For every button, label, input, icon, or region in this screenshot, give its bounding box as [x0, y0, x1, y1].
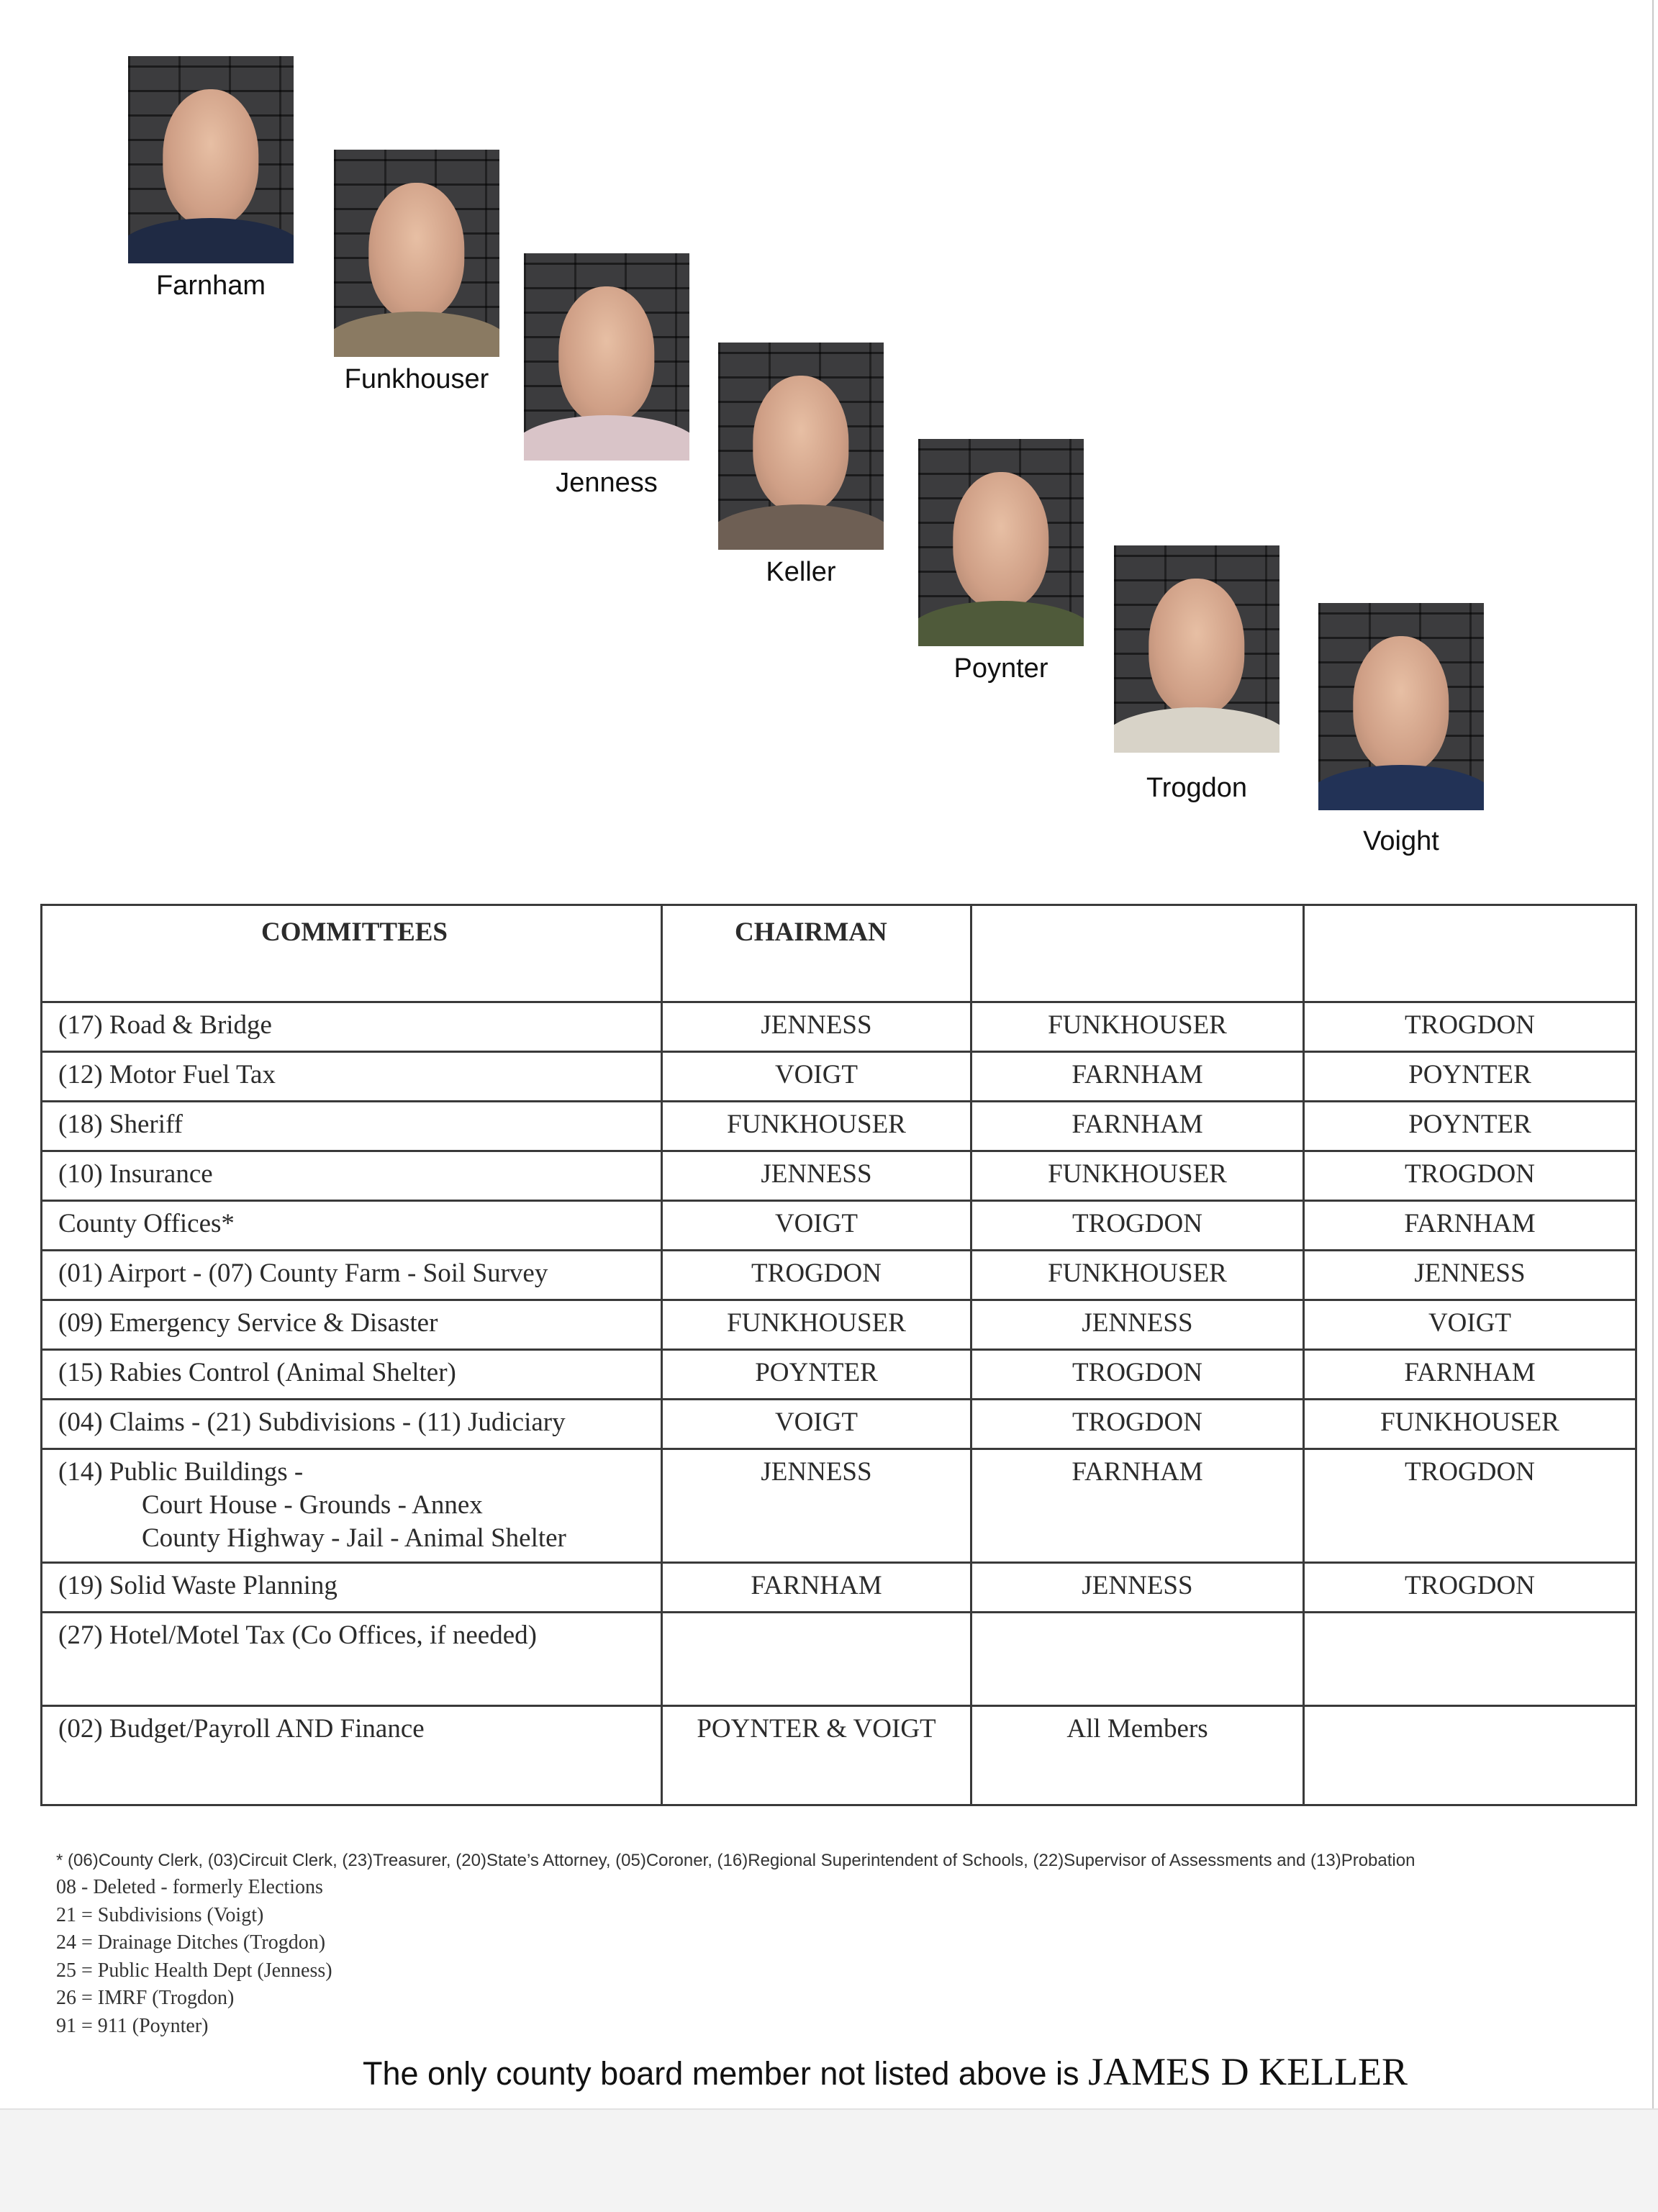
- member-name: Farnham: [155, 271, 266, 301]
- member-cell: JENNESS: [1304, 1251, 1636, 1300]
- member-cell: [971, 1613, 1304, 1706]
- chairman-cell: [662, 1613, 971, 1706]
- footnote-county-offices: * (06)County Clerk, (03)Circuit Clerk, (23)Treasurer, (20)State’s Attorney, (05)Coroner, (16)Regional Superintendent of Schools, (22)Supervisor of Assessments and (13)Probation: [56, 1851, 1415, 1870]
- table-row: [42, 1613, 1636, 1706]
- member-name: Poynter: [953, 653, 1048, 684]
- header-chairman: CHAIRMAN: [662, 905, 971, 1002]
- member-photo: [918, 439, 1084, 646]
- note-line: 26 = IMRF (Trogdon): [56, 1987, 235, 2009]
- shirt-shape: [1114, 707, 1279, 753]
- chairman-cell: JENNESS: [662, 1151, 971, 1201]
- chairman-cell: TROGDON: [662, 1251, 971, 1300]
- face-shape: [163, 89, 258, 226]
- face-shape: [558, 286, 654, 423]
- table-row: [42, 1350, 1636, 1400]
- chairman-cell: JENNESS: [662, 1449, 971, 1563]
- member-cell: All Members: [971, 1706, 1304, 1805]
- committee-cell: (15) Rabies Control (Animal Shelter): [42, 1350, 662, 1400]
- footer-statement: [363, 2049, 1408, 2094]
- member-cell: VOIGT: [1304, 1300, 1636, 1350]
- face-shape: [953, 472, 1048, 609]
- table-row: [42, 1002, 1636, 1052]
- shirt-shape: [128, 218, 294, 263]
- committee-table: [40, 904, 1637, 1806]
- member-cell: FARNHAM: [971, 1449, 1304, 1563]
- note-line: 24 = Drainage Ditches (Trogdon): [56, 1931, 326, 1954]
- member-cell: TROGDON: [1304, 1002, 1636, 1052]
- note-line: 08 - Deleted - formerly Elections: [56, 1876, 323, 1898]
- header-member-2: [971, 905, 1304, 1002]
- member-cell: POYNTER: [1304, 1052, 1636, 1102]
- member-cell: TROGDON: [1304, 1449, 1636, 1563]
- chairman-cell: FUNKHOUSER: [662, 1102, 971, 1151]
- member-name: Trogdon: [1146, 773, 1248, 803]
- table-row: [42, 1400, 1636, 1449]
- table-row: [42, 1052, 1636, 1102]
- table-row: [42, 1151, 1636, 1201]
- notes-section: [56, 1848, 1415, 2040]
- committee-cell: (19) Solid Waste Planning: [42, 1563, 662, 1613]
- member-photo: [718, 343, 884, 550]
- member-name: Jenness: [556, 468, 658, 498]
- chairman-cell: POYNTER & VOIGT: [662, 1706, 971, 1805]
- note-line: 21 = Subdivisions (Voigt): [56, 1903, 264, 1926]
- member-cell: TROGDON: [971, 1201, 1304, 1251]
- member-cell: FARNHAM: [1304, 1201, 1636, 1251]
- member-photo: [1114, 545, 1279, 753]
- member-cell: POYNTER: [1304, 1102, 1636, 1151]
- header-committees: COMMITTEES: [42, 905, 662, 1002]
- member-photo: [524, 253, 689, 461]
- member-name: Keller: [766, 557, 836, 587]
- member-photo: [1318, 603, 1484, 810]
- face-shape: [1149, 579, 1244, 715]
- shirt-shape: [718, 504, 884, 550]
- committee-cell: (12) Motor Fuel Tax: [42, 1052, 662, 1102]
- member-name: Funkhouser: [344, 364, 489, 394]
- member-cell: JENNESS: [971, 1563, 1304, 1613]
- chairman-cell: FARNHAM: [662, 1563, 971, 1613]
- member-trogdon: [1114, 545, 1279, 804]
- face-shape: [1353, 636, 1449, 773]
- member-cell: TROGDON: [971, 1400, 1304, 1449]
- member-cell: FARNHAM: [971, 1052, 1304, 1102]
- member-photo: [128, 56, 294, 263]
- table-row-public-buildings: [42, 1449, 1636, 1563]
- table-row: [42, 1563, 1636, 1613]
- chairman-cell: POYNTER: [662, 1350, 971, 1400]
- committee-subline: County Highway - Jail - Animal Shelter: [142, 1523, 566, 1553]
- member-keller: [718, 343, 884, 588]
- committee-cell: County Offices*: [42, 1201, 662, 1251]
- member-cell: TROGDON: [1304, 1151, 1636, 1201]
- table-row: [42, 1102, 1636, 1151]
- committee-cell: (18) Sheriff: [42, 1102, 662, 1151]
- member-cell: FUNKHOUSER: [971, 1002, 1304, 1052]
- chairman-cell: VOIGT: [662, 1400, 971, 1449]
- committee-cell: (09) Emergency Service & Disaster: [42, 1300, 662, 1350]
- table-row: [42, 1300, 1636, 1350]
- member-cell: FUNKHOUSER: [1304, 1400, 1636, 1449]
- chairman-cell: JENNESS: [662, 1002, 971, 1052]
- note-line: 91 = 911 (Poynter): [56, 2014, 209, 2037]
- footer-name: JAMES D KELLER: [1088, 2050, 1408, 2093]
- page-bottom-band: [0, 2108, 1658, 2212]
- shirt-shape: [918, 601, 1084, 646]
- committee-subline: Court House - Grounds - Annex: [142, 1490, 483, 1520]
- note-line: 25 = Public Health Dept (Jenness): [56, 1959, 332, 1982]
- committee-cell: (02) Budget/Payroll AND Finance: [42, 1706, 662, 1805]
- face-shape: [753, 376, 848, 512]
- chairman-cell: VOIGT: [662, 1052, 971, 1102]
- member-farnham: [128, 56, 294, 302]
- committee-line: (14) Public Buildings -: [58, 1457, 304, 1487]
- member-voight: [1318, 603, 1484, 857]
- member-name: Voight: [1363, 826, 1439, 856]
- committee-cell: (01) Airport - (07) County Farm - Soil Survey: [42, 1251, 662, 1300]
- member-cell: TROGDON: [1304, 1563, 1636, 1613]
- page-edge-line: [1652, 0, 1654, 2108]
- table-row: [42, 1706, 1636, 1805]
- member-cell: FUNKHOUSER: [971, 1151, 1304, 1201]
- committee-cell: (27) Hotel/Motel Tax (Co Offices, if needed): [42, 1613, 662, 1706]
- member-photo: [334, 150, 499, 357]
- member-cell: FARNHAM: [971, 1102, 1304, 1151]
- member-cell: FARNHAM: [1304, 1350, 1636, 1400]
- committee-cell: (10) Insurance: [42, 1151, 662, 1201]
- table-row: [42, 1251, 1636, 1300]
- shirt-shape: [334, 312, 499, 357]
- shirt-shape: [1318, 765, 1484, 810]
- member-poynter: [918, 439, 1084, 684]
- member-jenness: [524, 253, 689, 499]
- table-header-row: [42, 905, 1636, 1002]
- member-cell: TROGDON: [971, 1350, 1304, 1400]
- header-member-3: [1304, 905, 1636, 1002]
- chairman-cell: VOIGT: [662, 1201, 971, 1251]
- member-cell: FUNKHOUSER: [971, 1251, 1304, 1300]
- committee-cell: [42, 1449, 662, 1563]
- member-cell: [1304, 1706, 1636, 1805]
- table-row: [42, 1201, 1636, 1251]
- footer-text: The only county board member not listed above is: [363, 2055, 1079, 2092]
- member-cell: JENNESS: [971, 1300, 1304, 1350]
- member-cell: [1304, 1613, 1636, 1706]
- committee-cell: (04) Claims - (21) Subdivisions - (11) Judiciary: [42, 1400, 662, 1449]
- committee-cell: (17) Road & Bridge: [42, 1002, 662, 1052]
- shirt-shape: [524, 415, 689, 461]
- member-funkhouser: [334, 150, 499, 395]
- chairman-cell: FUNKHOUSER: [662, 1300, 971, 1350]
- face-shape: [368, 183, 464, 319]
